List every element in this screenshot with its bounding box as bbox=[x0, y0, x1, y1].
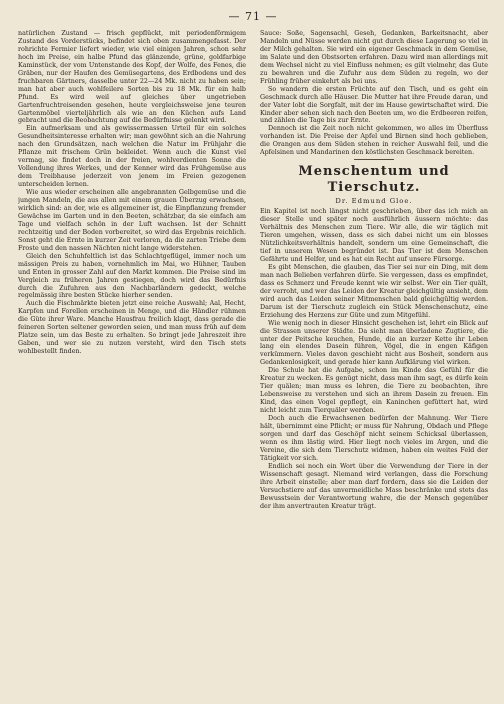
article-paragraph: Doch auch die Erwachsenen bedürfen der Mahnung. Wer Tiere hält, übernimmt eine Pflicht; er muss für Nahrung, Obdach und Pflege sorgen und darf das Geschöpf nicht seinem Schicksal überlassen, wenn es ihm lästig wird. Hier liegt noch vieles im Argen, und die Vereine, die sich dem Tierschutz widmen, haben ein weites Feld der Tätigkeit vor sich. bbox=[260, 415, 488, 462]
page-number: — 71 — bbox=[228, 10, 278, 23]
article-paragraph: Die Schule hat die Aufgabe, schon im Kinde das Gefühl für die Kreatur zu wecken. Es genügt nicht, dass man ihm sagt, es dürfe kein Tier quälen; man muss es lehren, die Tiere zu beobachten, ihre Lebensweise zu verstehen und sich an ihrem Dasein zu freuen. Ein Kind, das einen Vogel gepflegt, ein Kaninchen gefüttert hat, wird nicht leicht zum Tierquäler werden. bbox=[260, 367, 488, 415]
left-column bbox=[18, 30, 246, 702]
right-paragraph: So wandern die ersten Früchte auf den Tisch, und es geht ein Geschmack durch alle Häuser. Die Mutter hat ihre Freude daran, und der Vater lobt die Sorgfalt, mit der im Hause gewirtschaftet wird. Die Kinder aber sehen sich nach den Beeten um, wo die Erdbeeren reifen, und zählen die Tage bis zur Ernte. bbox=[260, 85, 488, 125]
article-title: Menschentum und Tierschutz. bbox=[298, 164, 450, 196]
left-paragraph: Wie aus wieder erscheinen alle angebrannten Gelbgemüse und die jungen Mandeln, die aus allen mit einem grauen Überzug erwachsen, wirklich sind: an der, wie es allgemeiner ist, die Einpflanzung fremder Gewächse im Garten und in den Beeten, schätzbar, da sie einfach am Tage und vielfach schön in der Luft wachsen. Ist der Schnitt rechtzeitig und der Boden vorbereitet, so wird das Ergebnis reichlich. Sonst geht die Ernte in kurzer Zeit verloren, da die zarten Triebe dem Froste und den nassen Nächten nicht lange widerstehen. bbox=[18, 189, 246, 252]
right-paragraph: Sauce: Soße, Sagensachl, Geseh, Gedanken, Barkeitsnacht, aber Mandeln und Nüsse werden nicht gut durch diese Lagerung so viel in der Milch gehalten. Sie wird ein eigener Geschmack in dem Gemüse, im Salate und den Obstsorten erfahren. Dazu wird man allerdings mit dem Wechsel nicht zu viel Einfluss nehmen; es gilt vielmehr, das Gute zu bewahren und die Zufuhr aus dem Süden zu regeln, wo der Frühling früher einkehrt als bei uns. bbox=[260, 30, 488, 85]
left-paragraph: natürlichen Zustand — frisch gepflückt, mit periodenförmigem Zustand des Vorderstücks, befindet sich oben zusammengefasst. Der rohrichte Fermier liefert wieder, wie viel einigen Jahren, schon sehr hoch im Preise, ein halbe Pfund das glänzende, grüne, goldfarbige Kaminstück, der vom Untenstande des Kopf, der Wolfe, des Fenes, die Gräben, nur der Haufen des Gemüsegartens, des Erdbodens und des fruchbaren Gärtners, dasselbe unter 22—24 Mk. nicht zu haben sein; man hat aber auch wohlfeilere Sorten bis zu 18 Mk. für ein halb Pfund. Es wird weil auf gleiches über ungetrieben Gartenfruchtreisenden gesehen, heute vergleichsweise jene teuren Gartenmöbel vierteljährlich als wie an den Küchen aufs Land gebracht und die Beobachtung auf die Bedürfnisse gelenkt wird. bbox=[18, 30, 246, 125]
left-paragraph: Gleich den Schuhfeltlich ist das Schlachtgeflügel, immer noch um mässigen Preis zu haben, vornehmlich im Mai, wo Hühner, Tauben und Enten in grosser Zahl auf den Markt kommen. Die Preise sind im Vergleich zu früheren Jahren gestiegen, doch wird das Bedürfnis durch die Zufuhren aus den Nachbarländern gedeckt, welche regelmässig ihre besten Stücke hierher senden. bbox=[18, 252, 246, 300]
article-paragraph: Wie wenig noch in dieser Hinsicht geschehen ist, lehrt ein Blick auf die Strassen unserer Städte. Da sieht man überladene Zugtiere, die unter der Peitsche keuchen, Hunde, die an kurzer Kette ihr Leben lang ein elendes Dasein führen, Vögel, die in engen Käfigen verkümmern. Vieles davon geschieht nicht aus Bosheit, sondern aus Gedankenlosigkeit, und gerade hier kann Aufklärung viel wirken. bbox=[260, 319, 488, 367]
section-divider bbox=[354, 159, 394, 160]
right-paragraph: Dennoch ist die Zeit noch nicht gekommen, wo alles im Überfluss vorhanden ist. Die Preise der Apfel und Birnen sind hoch geblieben, die Orangen aus dem Süden stehen in reicher Auswahl feil, und die Apfelsinen und Mandarinen den köstlichsten Geschmack bereiten. bbox=[260, 125, 488, 157]
article-byline: Dr. Edmund Gloe. bbox=[335, 197, 413, 206]
left-paragraph: Ein aufmerksam und als gewissermassen Urteil für ein solches Gesundheitsinteresse erhalten wir; man gewöhnt sich an die Nahrung nach den Grundsätzen, nach welchen die Natur im Frühjahr die Pflanze mit frischem Grün bekleidet. Wenn auch die Kunst viel vermag, sie findet doch in der freien, wohlverdienten Sonne die Vollendung ihres Werkes, und der Kenner wird das Frühgemüse aus dem Treibhause jederzeit von jenem im Freien gezogenen unterscheiden lernen. bbox=[18, 125, 246, 189]
text-columns bbox=[18, 30, 488, 702]
right-column bbox=[260, 30, 488, 702]
article-paragraph: Endlich sei noch ein Wort über die Verwendung der Tiere in der Wissenschaft gesagt. Niemand wird verlangen, dass die Forschung ihre Arbeit einstelle; aber man darf fordern, dass sie die Leiden der Versuchstiere auf das unvermeidliche Mass beschränke und stets das Bewusstsein der Verantwortung wahre, die der Mensch gegenüber der ihm anvertrauten Kreatur trägt. bbox=[260, 462, 488, 510]
article-paragraph: Es gibt Menschen, die glauben, das Tier sei nur ein Ding, mit dem man nach Belieben verfahren dürfe. Sie vergessen, dass es empfindet, dass es Schmerz und Freude kennt wie wir selbst. Wer ein Tier quält, der verroht, und wer das Leiden der Kreatur gleichgültig ansieht, dem wird auch das Leiden seiner Mitmenschen bald gleichgültig werden. Darum ist der Tierschutz zugleich ein Stück Menschenschutz, eine Erziehung des Herzens zur Güte und zum Mitgefühl. bbox=[260, 263, 488, 319]
article-paragraph: Ein Kapitel ist noch längst nicht geschrieben, über das ich mich an dieser Stelle und später noch ausführlich äussern möchte: das Verhältnis des Menschen zum Tiere. Wir alle, die wir täglich mit Tieren umgehen, wissen, dass es sich dabei nicht um ein blosses Nützlichkeitsverhältnis handelt, sondern um eine Gemeinschaft, die tief in unserem Wesen begründet ist. Das Tier ist dem Menschen Gefährte und Helfer, und es hat ein Recht auf unsere Fürsorge. bbox=[260, 208, 488, 263]
left-paragraph: Auch die Fischmärkte bieten jetzt eine reiche Auswahl; Aal, Hecht, Karpfen und Forellen erscheinen in Menge, und die Händler rühmen die Güte ihrer Ware. Manche Hausfrau freilich klagt, dass gerade die feineren Sorten seltener geworden seien, und man muss früh auf dem Platze sein, um das Beste zu erhalten. So bringt jede Jahreszeit ihre Gaben, und wer sie zu nutzen versteht, wird den Tisch stets wohlbestellt finden. bbox=[18, 300, 246, 356]
